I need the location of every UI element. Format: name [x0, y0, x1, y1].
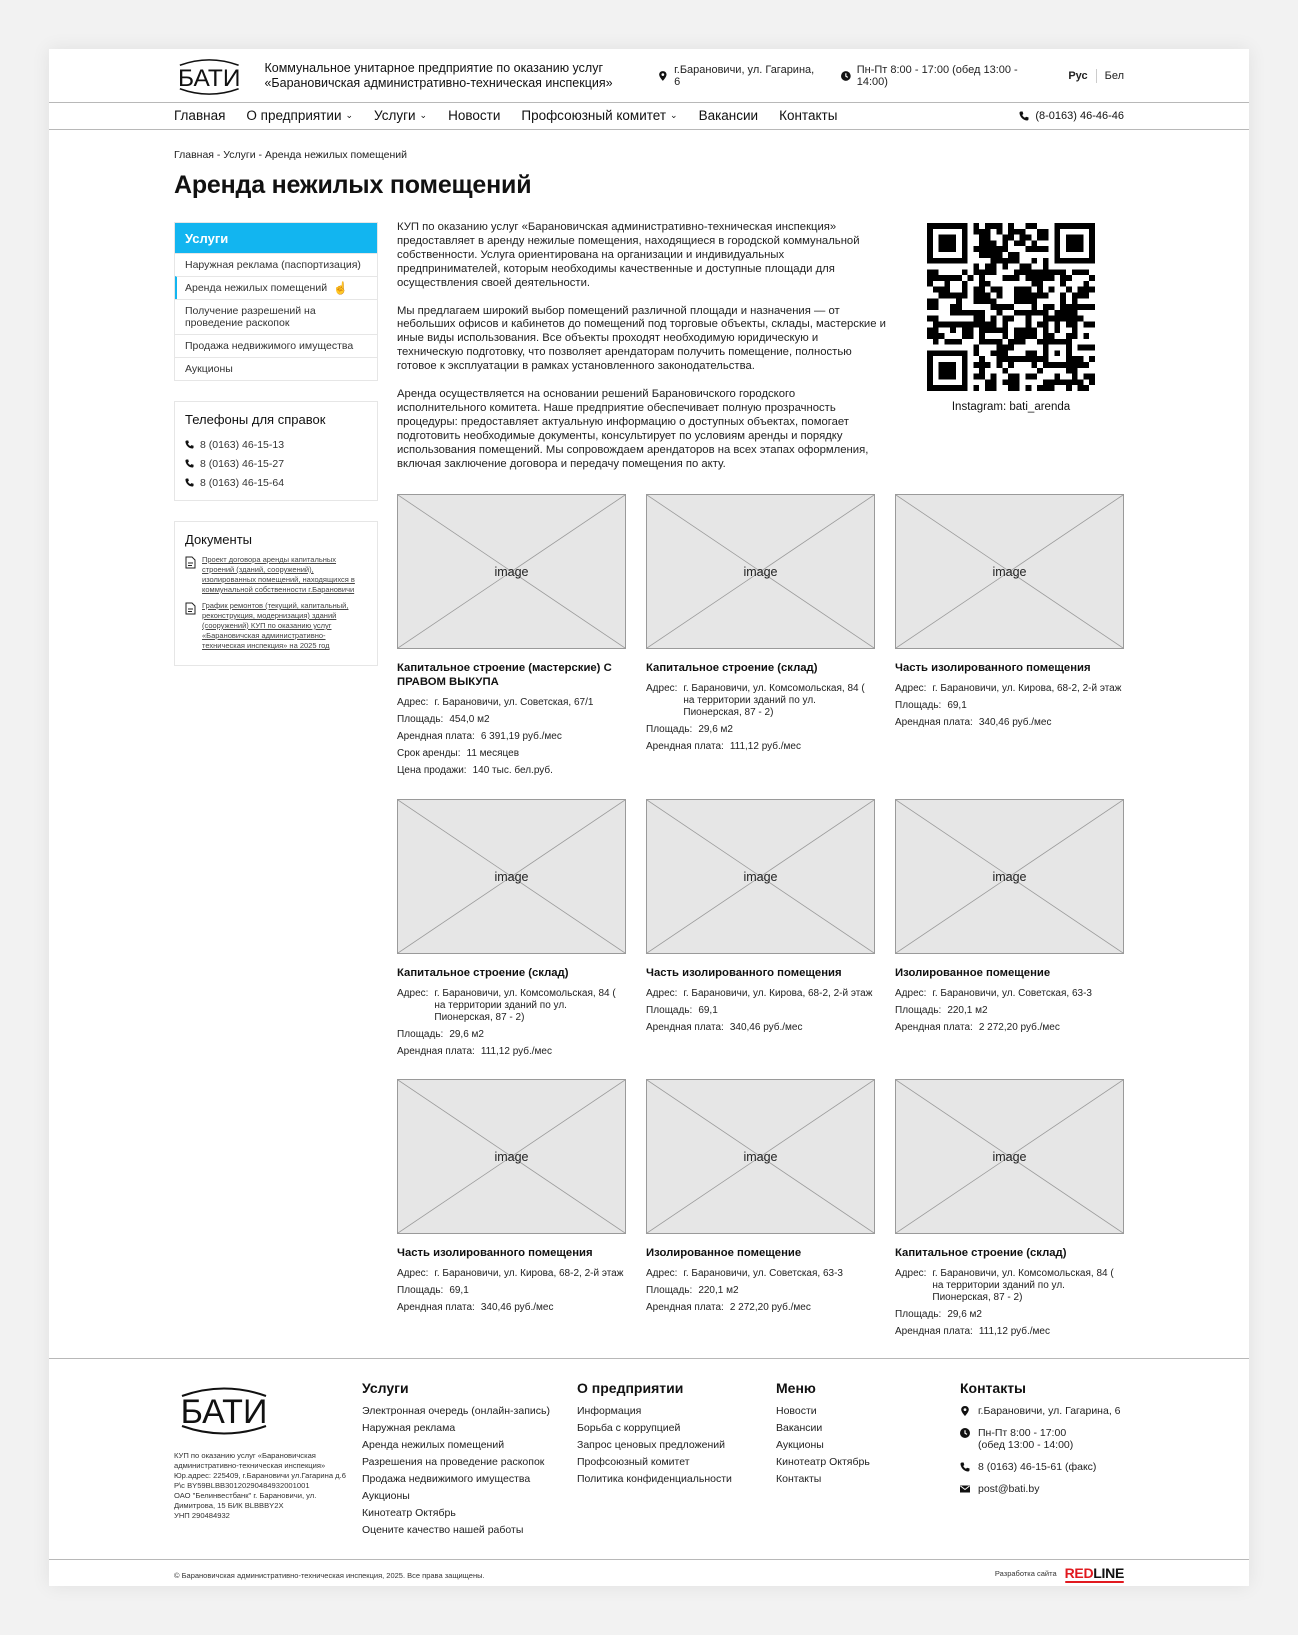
svg-text:БАТИ: БАТИ [178, 64, 241, 92]
logo[interactable] [174, 56, 244, 96]
phone-icon [185, 478, 194, 487]
listing-card[interactable] [895, 1079, 1124, 1359]
services-menu-title: Услуги [175, 223, 377, 253]
field-value: 11 месяцев [466, 748, 520, 759]
field-label: Арендная плата: [646, 741, 724, 752]
footer-address-text: г.Барановичи, ул. Гагарина, 6 [978, 1405, 1121, 1417]
field-value: 69,1 [698, 1005, 718, 1016]
header-info [636, 64, 1124, 88]
clock-icon [960, 1428, 970, 1438]
field-value: 6 391,19 руб./мес [480, 731, 562, 742]
phone-link[interactable] [185, 435, 367, 454]
footer-address [960, 1405, 1121, 1417]
nav-contacts[interactable] [779, 108, 837, 123]
listing-rent [646, 1302, 875, 1314]
field-label: Адрес: [646, 988, 678, 999]
field-label: Адрес: [397, 988, 429, 999]
listing-card[interactable] [895, 799, 1124, 1079]
field-value: 111,12 руб./мес [480, 1046, 552, 1057]
breadcrumb[interactable]: Главная - Услуги - Аренда нежилых помещений [174, 149, 408, 161]
chevron-down-icon: ⌄ [345, 110, 354, 120]
field-label: Арендная плата: [397, 731, 475, 742]
listing-area [397, 714, 626, 726]
listing-title[interactable]: Часть изолированного помещения [895, 662, 1091, 674]
listing-address [397, 697, 626, 709]
listing-rent [646, 1022, 875, 1034]
listing-card[interactable] [397, 494, 626, 799]
nav-home[interactable] [174, 108, 225, 123]
qr-block [927, 223, 1095, 413]
documents-box [174, 521, 378, 666]
qr-caption: Instagram: bati_arenda [951, 401, 1071, 413]
org-line-1: Коммунальное унитарное предприятие по оказанию услуг [264, 60, 604, 75]
footer-hours-text [978, 1427, 1073, 1451]
field-label: Адрес: [397, 1268, 429, 1279]
field-value: г. Барановичи, ул. Советская, 67/1 [434, 697, 594, 708]
chevron-down-icon: ⌄ [419, 110, 428, 120]
image-placeholder-label: image [992, 1149, 1027, 1164]
field-value: г. Барановичи, ул. Советская, 63-3 [932, 988, 1092, 999]
listing-card[interactable] [646, 494, 875, 799]
sidebar-item-label: Аренда нежилых помещений [185, 282, 328, 294]
footer-company-info [174, 1451, 364, 1521]
footer-divider [49, 1358, 1249, 1359]
nav-label: Главная [174, 108, 226, 123]
redline-logo[interactable] [1065, 1565, 1124, 1581]
listing-rent [895, 1022, 1124, 1034]
document-link[interactable]: График ремонтов (текущий, капитальный, реконструкция, модернизация) зданий (сооружений) КУП по оказанию услуг «Барановичская административно-техническая инспекция» на 2025 год [202, 601, 349, 650]
field-value: г. Барановичи, ул. Кирова, 68-2, 2-й этаж [434, 1268, 624, 1279]
footer-contacts-title: Контакты [960, 1380, 1027, 1396]
listing-title[interactable]: Капитальное строение (мастерские) С ПРАВОМ ВЫКУПА [397, 662, 612, 688]
listing-address [646, 1268, 875, 1280]
svg-text:БАТИ: БАТИ [180, 1393, 268, 1431]
documents-title: Документы [185, 532, 253, 547]
nav-divider [49, 129, 1249, 130]
footer-about-link[interactable]: Политика конфиденциальности [577, 1473, 732, 1485]
footer-info-line: Димитрова, 15 БИК BLBBBY2X [174, 1501, 284, 1510]
nav-label: Вакансии [698, 108, 759, 123]
field-value: 454,0 м2 [449, 714, 490, 725]
field-label: Арендная плата: [895, 1022, 973, 1033]
footer-about-link[interactable]: Запрос ценовых предложений [577, 1439, 725, 1451]
field-value: г. Барановичи, ул. Комсомольская, 84 ( на территории зданий по ул. Пионерская, 87 - 2) [932, 1268, 1114, 1303]
footer-menu-link[interactable]: Аукционы [776, 1439, 824, 1451]
sidebar [174, 222, 378, 666]
image-placeholder-label: image [494, 1149, 529, 1164]
listing-image[interactable] [646, 1079, 875, 1234]
nav-phone[interactable] [1019, 110, 1124, 122]
listing-address [646, 988, 875, 1000]
pointer-cursor-icon: ☝ [333, 281, 349, 295]
field-label: Арендная плата: [895, 717, 973, 728]
field-label: Арендная плата: [397, 1046, 475, 1057]
sidebar-item-label: Аукционы [185, 363, 233, 375]
lang-ru[interactable]: Рус [1068, 69, 1088, 82]
main-nav [174, 102, 1124, 129]
footer-menu-title: Меню [776, 1380, 816, 1396]
field-value: 111,12 руб./мес [978, 1326, 1050, 1337]
listing-rent [895, 717, 1124, 729]
phone-icon [185, 440, 194, 449]
field-label: Площадь: [397, 714, 444, 725]
sidebar-item-outdoor-ads[interactable] [175, 253, 377, 276]
intro-paragraph: Аренда осуществляется на основании решений Барановичского городского исполнительного комитета. Наше предприятие обеспечивает полную прозрачность процедуры: предоставляет актуальную информацию о доступных объектах, помогает подготовить необходимые документы, консультирует по условиям аренды и порядку использования помещений. Мы сопровождаем арендаторов на всех этапах оформления, включая заключение договора и передачу помещения по акту. [397, 388, 869, 470]
nav-news[interactable] [448, 108, 500, 123]
field-label: Площадь: [397, 1029, 444, 1040]
field-label: Арендная плата: [895, 1326, 973, 1337]
footer-about-link[interactable]: Информация [577, 1405, 642, 1417]
listing-area [646, 1285, 875, 1297]
field-value: 340,46 руб./мес [729, 1022, 803, 1033]
field-value: г. Барановичи, ул. Кирова, 68-2, 2-й этаж [932, 683, 1122, 694]
field-value: г. Барановичи, ул. Комсомольская, 84 ( на территории зданий по ул. Пионерская, 87 - 2) [434, 988, 616, 1023]
lang-divider [1096, 69, 1097, 83]
field-label: Площадь: [895, 1005, 942, 1016]
services-menu [174, 222, 378, 381]
field-value: 111,12 руб./мес [729, 741, 801, 752]
footer-phone-text: 8 (0163) 46-15-61 (факс) [978, 1461, 1097, 1473]
listing-address [895, 988, 1124, 1000]
listing-sale-price [397, 765, 626, 777]
footer-menu-link[interactable]: Новости [776, 1405, 817, 1417]
footer-info-line: ОАО "Белинвестбанк" г. Барановичи, ул. [174, 1491, 317, 1500]
footer-about [577, 1380, 732, 1490]
footer-email[interactable] [960, 1483, 1121, 1495]
field-label: Арендная плата: [646, 1022, 724, 1033]
footer-contacts [960, 1380, 1121, 1505]
phone-link[interactable] [185, 473, 367, 492]
field-value: г. Барановичи, ул. Комсомольская, 84 ( на территории зданий по ул. Пионерская, 87 - 2) [683, 683, 865, 718]
field-label: Адрес: [646, 683, 678, 694]
footer-service-link[interactable]: Аренда нежилых помещений [362, 1439, 505, 1451]
field-value: 220,1 м2 [698, 1285, 739, 1296]
footer-services [362, 1380, 550, 1541]
field-label: Цена продажи: [397, 765, 467, 776]
field-value: 69,1 [947, 700, 967, 711]
phone-number: 8 (0163) 46-15-13 [200, 438, 285, 451]
listing-area [895, 1309, 1124, 1321]
listing-title[interactable]: Капитальное строение (склад) [895, 1247, 1067, 1259]
field-value: 2 272,20 руб./мес [729, 1302, 811, 1313]
listing-title[interactable]: Часть изолированного помещения [646, 967, 842, 979]
footer-service-link[interactable]: Аукционы [362, 1490, 410, 1502]
lang-by[interactable]: Бел [1104, 69, 1125, 82]
phone-icon [185, 459, 194, 468]
footer-menu-link[interactable]: Вакансии [776, 1422, 823, 1434]
field-label: Адрес: [895, 683, 927, 694]
field-value: 29,6 м2 [449, 1029, 484, 1040]
field-value: 69,1 [449, 1285, 469, 1296]
listing-card[interactable] [646, 1079, 875, 1359]
listing-image[interactable] [397, 494, 626, 649]
listing-term [397, 748, 626, 760]
field-label: Площадь: [397, 1285, 444, 1296]
intro-paragraph: Мы предлагаем широкий выбор помещений различной площади и назначения — от небольших офисов и кабинетов до помещений под торговые объекты, склады, мастерские и иные виды использования. Все объекты проходят необходимую юридическую и техническую подготовку, что позволяет арендаторам получить помещение, полностью готовое к эксплуатации в рамках установленного законодательства. [397, 304, 886, 373]
footer-about-link[interactable]: Профсоюзный комитет [577, 1456, 690, 1468]
image-placeholder-label: image [992, 869, 1027, 884]
developer-credit[interactable] [995, 1565, 1124, 1581]
clock-icon [841, 71, 851, 81]
phone-number: 8 (0163) 46-15-27 [200, 457, 285, 470]
field-label: Площадь: [646, 724, 693, 735]
field-value: 2 272,20 руб./мес [978, 1022, 1060, 1033]
listing-title[interactable]: Часть изолированного помещения [397, 1247, 593, 1259]
footer-menu-link[interactable]: Кинотеатр Октябрь [776, 1456, 870, 1468]
listing-title[interactable]: Изолированное помещение [646, 1247, 802, 1259]
listing-area [646, 1005, 875, 1017]
nav-phone-text: (8-0163) 46-46-46 [1035, 109, 1124, 122]
phones-box [174, 401, 378, 501]
phone-icon [960, 1462, 970, 1472]
phones-title: Телефоны для справок [185, 412, 326, 427]
listing-image[interactable] [895, 799, 1124, 954]
field-label: Адрес: [646, 1268, 678, 1279]
image-placeholder-label: image [992, 564, 1027, 579]
image-placeholder-label: image [743, 564, 778, 579]
listing-card[interactable] [397, 1079, 626, 1359]
listing-title[interactable]: Капитальное строение (склад) [397, 967, 569, 979]
footer-service-link[interactable]: Наружная реклама [362, 1422, 456, 1434]
footer-about-title: О предприятии [577, 1380, 684, 1396]
listing-address [895, 683, 1124, 695]
listing-area [895, 1005, 1124, 1017]
field-value: 140 тыс. бел.руб. [472, 765, 553, 776]
sidebar-item-excavation[interactable] [175, 299, 377, 334]
page [49, 49, 1249, 1586]
footer-info-line: КУП по оказанию услуг «Барановичская [174, 1451, 316, 1460]
page-title: Аренда нежилых помещений [174, 171, 532, 199]
listing-card[interactable] [895, 494, 1124, 799]
field-label: Арендная плата: [397, 1302, 475, 1313]
field-label: Площадь: [895, 700, 942, 711]
listing-rent [895, 1326, 1124, 1338]
phone-icon [1019, 111, 1029, 121]
document-icon [185, 556, 196, 569]
nav-label: Контакты [779, 108, 838, 123]
mail-icon [960, 1484, 970, 1494]
footer-menu [776, 1380, 870, 1490]
listing-address [397, 1268, 626, 1280]
listing-area [397, 1029, 626, 1041]
footer-hours-line: (обед 13:00 - 14:00) [978, 1439, 1074, 1451]
phone-link[interactable] [185, 454, 367, 473]
image-placeholder-label: image [494, 564, 529, 579]
field-value: г. Барановичи, ул. Кирова, 68-2, 2-й этаж [683, 988, 873, 999]
nav-label: Услуги [374, 108, 416, 123]
listing-area [895, 700, 1124, 712]
document-item [185, 601, 367, 651]
redline-logo-red: RED [1064, 1565, 1094, 1581]
field-label: Площадь: [895, 1309, 942, 1320]
intro-text [397, 221, 887, 486]
footer-info-line: Юр.адрес: 225409, г.Барановичи ул.Гагарина д.6 [174, 1471, 346, 1480]
listing-rent [397, 1046, 626, 1058]
listing-title[interactable]: Изолированное помещение [895, 967, 1051, 979]
footer-logo[interactable] [174, 1384, 274, 1436]
header-address-text: г.Барановичи, ул. Гагарина, 6 [674, 63, 815, 88]
field-label: Площадь: [646, 1285, 693, 1296]
listing-address [646, 683, 875, 719]
listing-image[interactable] [397, 799, 626, 954]
nav-label: Профсоюзный комитет [521, 108, 667, 123]
listing-area [397, 1285, 626, 1297]
language-switcher [1068, 69, 1124, 83]
footer-services-title: Услуги [362, 1380, 409, 1396]
header-hours [841, 64, 1046, 88]
footer-menu-link[interactable]: Контакты [776, 1473, 822, 1485]
listing-image[interactable] [397, 1079, 626, 1234]
header-address [658, 64, 819, 88]
footer-hours [960, 1427, 1121, 1451]
footer-phone[interactable] [960, 1461, 1121, 1473]
redline-logo-black: LINE [1093, 1565, 1124, 1581]
header [174, 49, 1124, 102]
header-hours-text: Пн-Пт 8:00 - 17:00 (обед 13:00 - 14:00) [856, 63, 1018, 88]
listing-card[interactable] [397, 799, 626, 1079]
listing-rent [646, 741, 875, 753]
listing-image[interactable] [646, 494, 875, 649]
field-value: 29,6 м2 [947, 1309, 982, 1320]
listing-address [895, 1268, 1124, 1304]
field-value: 220,1 м2 [947, 1005, 988, 1016]
listing-card[interactable] [646, 799, 875, 1079]
footer-bottom-divider [49, 1559, 1249, 1560]
footer-hours-line: Пн-Пт 8:00 - 17:00 [978, 1427, 1067, 1439]
listing-rent [397, 1302, 626, 1314]
nav-vacancies[interactable] [699, 108, 759, 123]
nav-label: Новости [448, 108, 501, 123]
field-label: Адрес: [397, 697, 429, 708]
footer-info-line: Р\с BY59BLBB30120290484932001001 [174, 1481, 310, 1490]
phone-number: 8 (0163) 46-15-64 [200, 476, 285, 489]
document-link[interactable]: Проект договора аренды капитальных строений (зданий, сооружений), изолированных помещений, находящихся в коммунальной собственности г.Барановичи [202, 555, 355, 594]
developer-label: Разработка сайта [994, 1568, 1057, 1578]
listing-image[interactable] [646, 799, 875, 954]
listing-image[interactable] [895, 494, 1124, 649]
listing-image[interactable] [895, 1079, 1124, 1234]
nav-about[interactable] [246, 108, 353, 123]
nav-services[interactable] [374, 108, 427, 123]
map-pin-icon [658, 71, 668, 81]
field-label: Адрес: [895, 1268, 927, 1279]
field-label: Срок аренды: [397, 748, 461, 759]
footer-info-line: административно-техническая инспекция» [174, 1461, 326, 1470]
sidebar-item-property-sale[interactable] [175, 334, 377, 357]
nav-union[interactable] [521, 108, 677, 123]
logo-mark [174, 56, 244, 96]
org-name [264, 61, 636, 91]
field-label: Арендная плата: [646, 1302, 724, 1313]
sidebar-item-label: Получение разрешений на проведение раскопок [185, 305, 316, 329]
image-placeholder-label: image [494, 869, 529, 884]
field-value: г. Барановичи, ул. Советская, 63-3 [683, 1268, 843, 1279]
field-value: 340,46 руб./мес [978, 717, 1052, 728]
footer-service-link[interactable]: Продажа недвижимого имущества [362, 1473, 531, 1485]
footer-about-link[interactable]: Борьба с коррупцией [577, 1422, 681, 1434]
chevron-down-icon: ⌄ [670, 110, 678, 120]
qr-code-image[interactable] [927, 223, 1095, 391]
sidebar-item-label: Наружная реклама (паспортизация) [185, 259, 361, 271]
document-icon [185, 602, 196, 615]
sidebar-item-rent[interactable] [175, 276, 377, 299]
copyright: © Барановичская административно-техническая инспекция, 2025. Все права защищены. [174, 1571, 485, 1580]
listings-grid [397, 494, 1124, 1359]
field-value: 340,46 руб./мес [480, 1302, 554, 1313]
sidebar-item-label: Продажа недвижимого имущества [185, 340, 354, 352]
listing-title[interactable]: Капитальное строение (склад) [646, 662, 818, 674]
listing-area [646, 724, 875, 736]
footer-service-link[interactable]: Кинотеатр Октябрь [362, 1507, 456, 1519]
map-pin-icon [960, 1406, 970, 1416]
field-label: Площадь: [646, 1005, 693, 1016]
nav-label: О предприятии [246, 108, 342, 123]
listing-address [397, 988, 626, 1024]
field-label: Адрес: [895, 988, 927, 999]
footer-service-link[interactable]: Разрешения на проведение раскопок [362, 1456, 545, 1468]
footer-service-link[interactable]: Оцените качество нашей работы [362, 1524, 524, 1536]
document-item [185, 555, 367, 595]
footer-email-text: post@bati.by [978, 1483, 1040, 1495]
image-placeholder-label: image [743, 1149, 778, 1164]
footer-logo-mark [174, 1384, 274, 1436]
footer-info-line: УНП 290484932 [174, 1511, 230, 1520]
intro-paragraph: КУП по оказанию услуг «Барановичская административно-техническая инспекция» предоставляет в аренду нежилые помещения, находящиеся в городской коммунальной собственности. Услуга ориентирована на организации и индивидуальных предпринимателей, которым необходимы качественные и доступные площади для осуществления своей деятельности. [397, 221, 860, 289]
footer-service-link[interactable]: Электронная очередь (онлайн-запись) [362, 1405, 550, 1417]
listing-rent [397, 731, 626, 743]
field-value: 29,6 м2 [698, 724, 733, 735]
image-placeholder-label: image [743, 869, 778, 884]
org-line-2: «Барановичская административно-техническая инспекция» [264, 75, 613, 90]
sidebar-item-auctions[interactable] [175, 357, 377, 380]
